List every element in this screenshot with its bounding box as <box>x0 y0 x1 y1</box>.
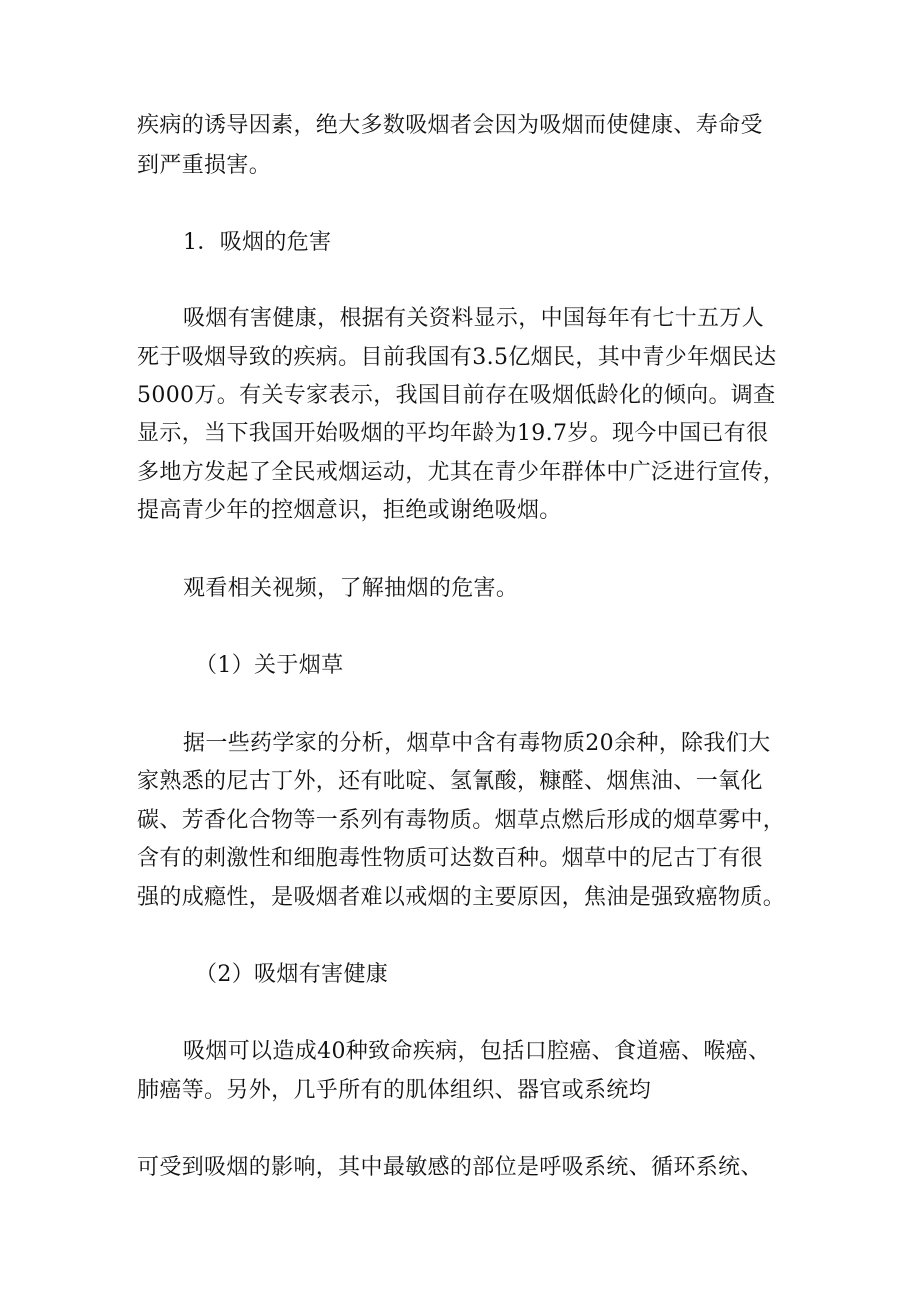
text-line: 可受到吸烟的影响，其中最敏感的部位是呼吸系统、循环系统、 <box>137 1155 763 1180</box>
text-line: 5000万。有关专家表示，我国目前存在吸烟低龄化的倾向。调查 <box>137 383 776 408</box>
text-line: 碳、芳香化合物等一系列有毒物质。烟草点燃后形成的烟草雾中， <box>137 808 786 833</box>
text-line: 家熟悉的尼古丁外，还有吡啶、氢氰酸，糠醛、烟焦油、一氧化 <box>137 769 763 794</box>
subsection-heading: （2）吸烟有害健康 <box>195 962 389 987</box>
text-line: 强的成瘾性，是吸烟者难以戒烟的主要原因，焦油是强致癌物质。 <box>137 885 786 910</box>
text-line: 死于吸烟导致的疾病。目前我国有3.5亿烟民，其中青少年烟民达 <box>137 345 777 370</box>
text-line: 疾病的诱导因素，绝大多数吸烟者会因为吸烟而使健康、寿命受 <box>137 113 763 138</box>
text-line: 提高青少年的控烟意识，拒绝或谢绝吸烟。 <box>137 498 562 523</box>
text-line: 据一些药学家的分析，烟草中含有毒物质20余种，除我们大 <box>183 731 771 756</box>
text-line: 观看相关视频，了解抽烟的危害。 <box>183 576 519 601</box>
section-heading: 1．吸烟的危害 <box>183 230 332 255</box>
subsection-heading: （1）关于烟草 <box>195 653 344 678</box>
text-line: 肺癌等。另外，几乎所有的肌体组织、器官或系统均 <box>137 1078 652 1103</box>
text-line: 显示，当下我国开始吸烟的平均年龄为19.7岁。现今中国已有很 <box>137 421 769 446</box>
text-line: 吸烟有害健康，根据有关资料显示，中国每年有七十五万人 <box>183 306 765 331</box>
text-line: 含有的刺激性和细胞毒性物质可达数百种。烟草中的尼古丁有很 <box>137 846 763 871</box>
text-line: 多地方发起了全民戒烟运动，尤其在青少年群体中广泛进行宣传， <box>137 460 786 485</box>
text-line: 吸烟可以造成40种致命疾病，包括口腔癌、食道癌、喉癌、 <box>183 1039 771 1064</box>
text-line: 到严重损害。 <box>137 153 272 178</box>
